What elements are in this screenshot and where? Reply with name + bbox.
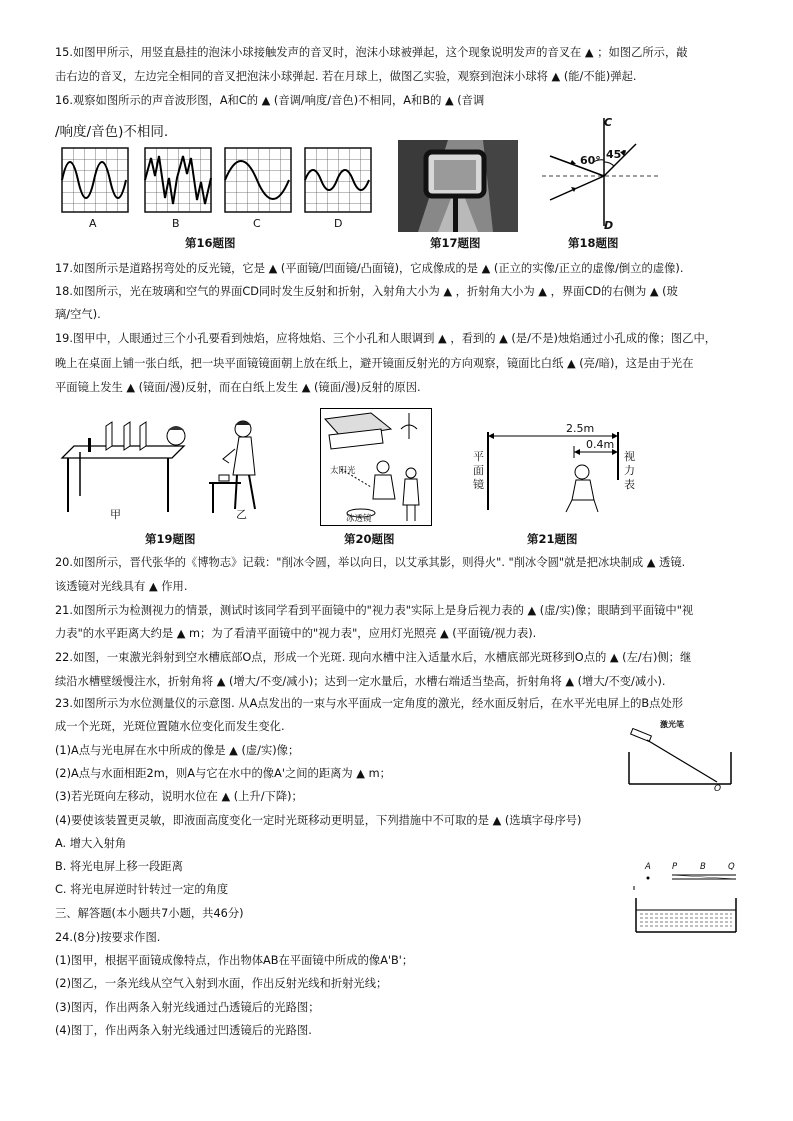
fig17-caption: 第17题图	[430, 236, 481, 250]
fig21-chart-label: 视力表	[624, 450, 635, 491]
fig21-caption: 第21题图	[527, 532, 578, 546]
fig19-label-jia: 甲	[110, 508, 121, 521]
fig19-caption: 第19题图	[145, 532, 196, 546]
wave-a	[62, 148, 128, 212]
road-mirror-image	[398, 140, 518, 232]
fig16-label-b: B	[172, 217, 180, 230]
section-3-heading: 三、解答题(本小题共7小题，共46分)	[55, 907, 244, 920]
fig16-label-a: A	[89, 217, 97, 230]
q21-line2: 力表"的水平距离大约是 ▲ m；为了看清平面镜中的"视力表"，应用灯光照亮 ▲ (平面镜/视力表).	[55, 627, 537, 640]
q24-item3: (3)图丙，作出两条入射光线通过凸透镜后的光路图；	[55, 1001, 320, 1014]
fig21-mirror-label: 平面镜	[473, 450, 484, 491]
wave-d	[305, 148, 371, 212]
fig23-label-b: B	[700, 862, 706, 872]
fig21-dist-2-5m: 2.5m	[566, 422, 595, 435]
q15-line1: 15.如图甲所示，用竖直悬挂的泡沫小球接触发声的音叉时，泡沫小球被弹起，这个现象说明发声的音叉在 ▲ ；如图乙所示，敲	[55, 46, 688, 59]
q16-line2: /响度/音色)不相同.	[55, 124, 169, 140]
q24-heading: 24.(8分)按要求作图.	[55, 931, 161, 944]
q20-line1: 20.如图所示，晋代张华的《博物志》记载："削冰令圆，举以向日，以艾承其影，则得火". "削冰令圆"就是把冰块制成 ▲ 透镜.	[55, 556, 686, 569]
q23-item2: (2)A点与水面相距2m，则A与它在水中的像A'之间的距离为 ▲ m；	[55, 767, 391, 780]
fig23-label-q: Q	[728, 862, 735, 872]
q24-item4: (4)图丁，作出两条入射光线通过凹透镜后的光路图.	[55, 1024, 312, 1037]
q23-option-a: A. 增大入射角	[55, 837, 127, 850]
fig20-caption: 第20题图	[344, 532, 395, 546]
q17-line: 17.如图所示是道路拐弯处的反光镜，它是 ▲ (平面镜/凹面镜/凸面镜)，它成像成的是 ▲ (正立的实像/正立的虚像/倒立的虚像).	[55, 262, 684, 275]
wave-b	[145, 148, 211, 212]
fig21-dist-0-4m: 0.4m	[586, 438, 615, 451]
fig16-caption: 第16题图	[185, 236, 236, 250]
q23-item4: (4)要使该装置更灵敏，即液面高度变化一定时光斑移动更明显，下列措施中不可取的是 ▲ (选填字母序号)	[55, 814, 582, 827]
q19-line1: 19.图甲中，人眼通过三个小孔要看到烛焰，应将烛焰、三个小孔和人眼调到 ▲ ，看到的 ▲ (是/不是)烛焰通过小孔成的像；图乙中，	[55, 332, 717, 345]
fig20-sun-label: 太阳光	[330, 466, 356, 476]
q18-line2: 璃/空气).	[55, 308, 101, 321]
fig23-label-a: A	[645, 862, 651, 872]
q23-option-b: B. 将光电屏上移一段距离	[55, 860, 183, 873]
fig18-label-c: C	[604, 116, 613, 129]
q23-option-c: C. 将光电屏逆时针转过一定的角度	[55, 883, 229, 896]
q23-line1: 23.如图所示为水位测量仪的示意图. 从A点发出的一束与水平面成一定角度的激光，经水面反射后，在水平光电屏上的B点处形	[55, 697, 684, 710]
wave-c	[225, 148, 291, 212]
q19-line2: 晚上在桌面上铺一张白纸，把一块平面镜镜面朝上放在纸上，避开镜面反射光的方向观察，镜面比白纸 ▲ (亮/暗)，这是由于光在	[55, 357, 694, 370]
fig22-laser-label: 激光笔	[660, 720, 684, 729]
q24-item2: (2)图乙，一条光线从空气入射到水面，作出反射光线和折射光线；	[55, 977, 388, 990]
q24-item1: (1)图甲，根据平面镜成像特点，作出物体AB在平面镜中所成的像A'B'；	[55, 954, 414, 967]
q22-line1: 22.如图，一束激光斜射到空水槽底部O点，形成一个光斑. 现向水槽中注入适量水后，水槽底部光斑移到O点的 ▲ (左/右)侧；继	[55, 651, 692, 664]
fig19-label-yi: 乙	[236, 508, 247, 521]
fig17-photo	[398, 140, 518, 232]
fig16-label-c: C	[253, 217, 261, 230]
fig18-caption: 第18题图	[568, 236, 619, 250]
fig22-point-o: O	[714, 784, 722, 794]
fig18-angle-45: 45°	[606, 148, 627, 161]
fig23-label-p: P	[672, 862, 678, 872]
fig20-lens-label: 冰透镜	[346, 514, 372, 524]
q23-item1: (1)A点与光电屏在水中所成的像是 ▲ (虚/实)像；	[55, 744, 300, 757]
q23-item3: (3)若光斑向左移动，说明水位在 ▲ (上升/下降)；	[55, 790, 303, 803]
q21-line1: 21.如图所示为检测视力的情景，测试时该同学看到平面镜中的"视力表"实际上是身后视力表的 ▲ (虚/实)像；眼睛到平面镜中"视	[55, 604, 694, 617]
fig18-label-d: D	[604, 219, 614, 232]
waveform-diagram	[60, 146, 360, 241]
q18-line1: 18.如图所示，光在玻璃和空气的界面CD同时发生反射和折射，入射角大小为 ▲ ，折射角大小为 ▲ ，界面CD的右侧为 ▲ (玻	[55, 285, 678, 298]
q20-line2: 该透镜对光线具有 ▲ 作用.	[55, 580, 188, 593]
q22-line2: 续沿水槽壁缓慢注水，折射角将 ▲ (增大/不变/减小)；达到一定水量后，水槽右端适当垫高，折射角将 ▲ (增大/不变/减小).	[55, 675, 666, 688]
q15-line2: 击右边的音叉，左边完全相同的音叉把泡沫小球弹起. 若在月球上，做图乙实验，观察到泡沫小球将 ▲ (能/不能)弹起.	[55, 70, 637, 83]
q23-line2: 成一个光斑，光斑位置随水位变化而发生变化.	[55, 720, 285, 733]
q19-line3: 平面镜上发生 ▲ (镜面/漫)反射，而在白纸上发生 ▲ (镜面/漫)反射的原因.	[55, 381, 421, 394]
fig16-label-d: D	[334, 217, 343, 230]
fig18-angle-60: 60°	[580, 154, 601, 167]
q16-line1: 16.观察如图所示的声音波形图，A和C的 ▲ (音调/响度/音色)不相同，A和B的 ▲ (音调	[55, 94, 485, 107]
